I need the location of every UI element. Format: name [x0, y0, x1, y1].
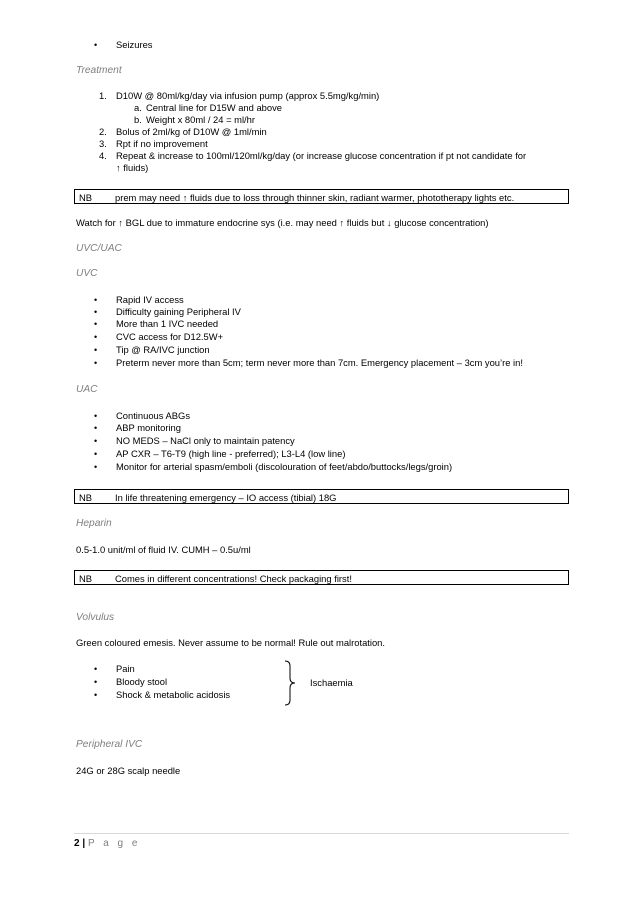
- section-heading-volvulus: Volvulus: [76, 612, 115, 623]
- nb-label: NB: [79, 492, 93, 503]
- bullet-item: • CVC access for D12.5W+: [116, 331, 223, 343]
- subsection-heading-uac: UAC: [76, 384, 98, 395]
- bullet-item: • Shock & metabolic acidosis: [116, 689, 230, 701]
- page-number: 2: [74, 838, 80, 849]
- nb-label: NB: [79, 573, 93, 584]
- footer-separator: |: [82, 838, 86, 849]
- brace-group-label: Ischaemia: [310, 677, 353, 688]
- subsection-heading-uvc: UVC: [76, 268, 98, 279]
- body-paragraph: 24G or 28G scalp needle: [76, 765, 181, 776]
- bullet-item: • ABP monitoring: [116, 422, 181, 434]
- bullet-item: • Continuous ABGs: [116, 410, 190, 422]
- bullet-item: • AP CXR – T6-T9 (high line - preferred); L3-L4 (low line): [116, 448, 345, 460]
- numbered-item-continuation: ↑ fluids): [116, 162, 149, 173]
- body-paragraph: Watch for ↑ BGL due to immature endocrine sys (i.e. may need ↑ fluids but ↓ glucose concentration): [76, 217, 489, 228]
- section-heading-uvc-uac: UVC/UAC: [76, 243, 122, 254]
- page-label: P a g e: [87, 838, 141, 849]
- sub-item: [134, 114, 255, 126]
- item-text: Central line for D15W and above: [146, 102, 283, 113]
- nb-label: NB: [79, 192, 93, 203]
- nb-text: prem may need ↑ fluids due to loss through thinner skin, radiant warmer, phototherapy lights etc.: [115, 192, 515, 203]
- section-heading-treatment: Treatment: [76, 65, 122, 76]
- nb-note-box: [74, 489, 569, 504]
- bullet-item: • Seizures: [116, 39, 152, 51]
- numbered-item: [99, 90, 380, 102]
- item-text: Bolus of 2ml/kg of D10W @ 1ml/min: [116, 126, 267, 137]
- bullet-item: • Tip @ RA/IVC junction: [116, 344, 210, 356]
- bullet-item: • Preterm never more than 5cm; term never more than 7cm. Emergency placement – 3cm you’re in!: [116, 357, 523, 369]
- numbered-item: [99, 150, 527, 162]
- nb-note-box: [74, 570, 569, 585]
- item-number: 2.: [99, 126, 107, 137]
- item-letter: a.: [134, 102, 142, 113]
- item-letter: b.: [134, 114, 142, 125]
- sub-item: [134, 102, 283, 114]
- item-text: Weight x 80ml / 24 = ml/hr: [146, 114, 255, 125]
- page-footer: [74, 838, 140, 850]
- bullet-item: • Bloody stool: [116, 676, 167, 688]
- section-heading-peripheral-ivc: Peripheral IVC: [76, 739, 143, 750]
- nb-text: In life threatening emergency – IO access (tibial) 18G: [115, 492, 337, 503]
- item-text: Repeat & increase to 100ml/120ml/kg/day (or increase glucose concentration if pt not candidate for: [116, 150, 527, 161]
- numbered-item: [99, 138, 208, 150]
- footer-divider: [74, 833, 569, 834]
- numbered-item: [99, 126, 267, 138]
- item-number: 4.: [99, 150, 107, 161]
- item-text: D10W @ 80ml/kg/day via infusion pump (approx 5.5mg/kg/min): [116, 90, 380, 101]
- nb-text: Comes in different concentrations! Check packaging first!: [115, 573, 352, 584]
- body-paragraph: Green coloured emesis. Never assume to be normal! Rule out malrotation.: [76, 637, 385, 648]
- bullet-item: • Pain: [116, 663, 135, 675]
- bullet-item: • More than 1 IVC needed: [116, 318, 218, 330]
- item-number: 1.: [99, 90, 107, 101]
- bullet-item: • NO MEDS – NaCl only to maintain patency: [116, 435, 295, 447]
- bullet-item: • Monitor for arterial spasm/emboli (discolouration of feet/abdo/buttocks/legs/groin): [116, 461, 452, 473]
- item-text: Rpt if no improvement: [116, 138, 208, 149]
- bullet-item: • Difficulty gaining Peripheral IV: [116, 306, 241, 318]
- body-paragraph: 0.5-1.0 unit/ml of fluid IV. CUMH – 0.5u/ml: [76, 544, 251, 555]
- bullet-item: • Rapid IV access: [116, 294, 184, 306]
- section-heading-heparin: Heparin: [76, 518, 112, 529]
- right-brace-icon: [283, 660, 297, 706]
- item-number: 3.: [99, 138, 107, 149]
- nb-note-box: [74, 189, 569, 204]
